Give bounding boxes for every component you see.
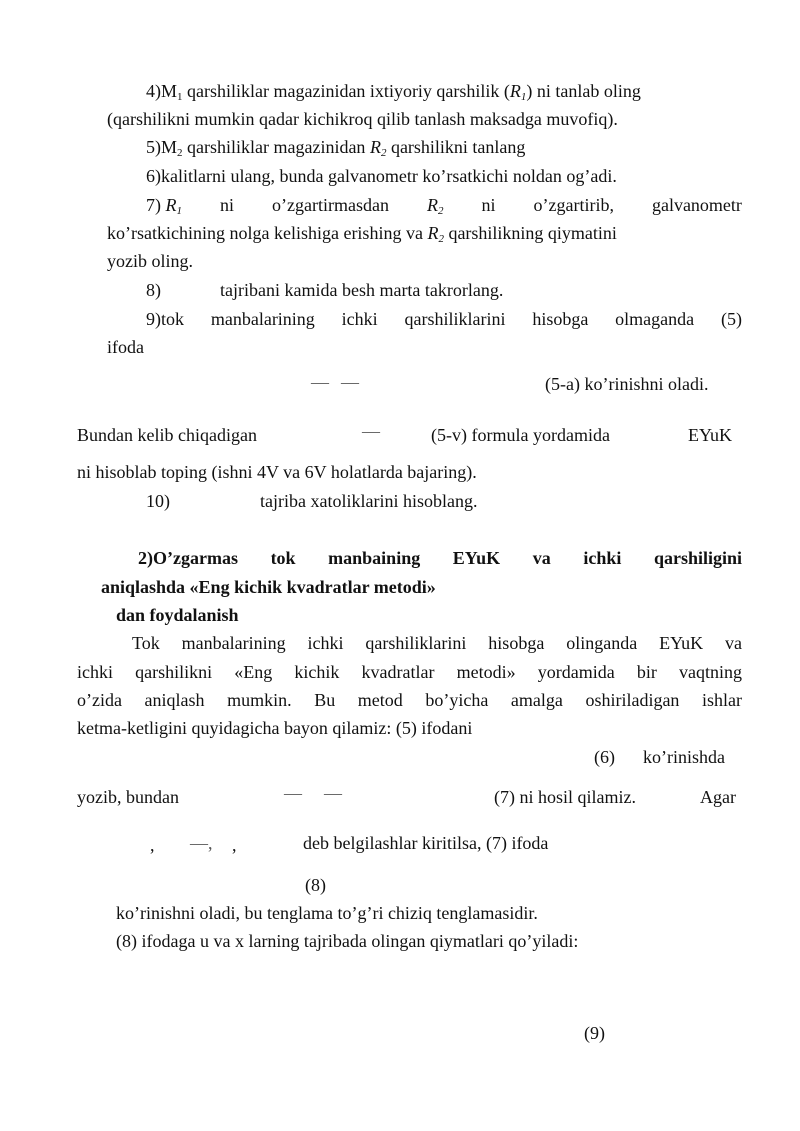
formula-7-dash-1: — [284, 783, 302, 803]
equation-8-number: (8) [305, 875, 326, 895]
section2-heading-line1: 2)O’zgarmas tok manbaining EYuK va ichki qarshiligini [138, 548, 742, 568]
after8-line2: (8) ifodaga u va x larning tajribada olingan qiymatlari qo’yiladi: [116, 931, 579, 951]
formula-7-dash-2: — [324, 783, 342, 803]
derive-text-a: Bundan kelib chiqadigan [77, 425, 257, 445]
para1-line1: Tok manbalarining ichki qarshiliklarini hisobga olinganda EYuK va [132, 633, 742, 653]
formula-5a-dash-2: — [341, 372, 359, 392]
step8-num: 8) [146, 280, 161, 300]
para1-line3: o’zida aniqlash mumkin. Bu metod bo’yicha amalga oshiriladigan ishlar [77, 690, 742, 710]
step5-line: $5)M_2$ qarshiliklar magazinidan $R_2$ qarshilikni tanlang [146, 137, 526, 159]
step7-line3: yozib oling. [107, 251, 193, 271]
step10-num: 10) [146, 491, 170, 511]
formula-5v-dash: — [362, 421, 380, 441]
notation-comma-1: , [150, 835, 155, 855]
notation-dash: —, [190, 833, 213, 853]
para1-line2: ichki qarshilikni «Eng kichik kvadratlar metodi» yordamida bir vaqtning [77, 662, 742, 682]
eq7-agar: Agar [700, 787, 736, 807]
equation-9-number: (9) [584, 1023, 605, 1043]
derive-line2: ni hisoblab toping (ishni 4V va 6V holatlarda bajaring). [77, 462, 477, 482]
formula-5a-caption: (5-a) ko’rinishni oladi. [545, 374, 709, 394]
notation-comma-2: , [232, 835, 237, 855]
derive-text-b: (5-v) formula yordamida [431, 425, 610, 445]
section2-heading-line3: dan foydalanish [116, 605, 239, 625]
step4-line2: (qarshilikni mumkin qadar kichikroq qilib tanlash maksadga muvofiq). [107, 109, 618, 129]
after8-line1: ko’rinishni oladi, bu tenglama to’g’ri chiziq tenglamasidir. [116, 903, 538, 923]
derive-text-c: EYuK [688, 425, 732, 445]
step7-line1: 7) $R_1$ ni o’zgartirmasdan $R_2$ ni o’zgartirib, galvanometr [146, 195, 742, 217]
step7-line2: ko’rsatkichining nolga kelishiga erishing va $R_2$ qarshilikning qiymatini [107, 223, 617, 245]
section2-heading-line2: aniqlashda «Eng kichik kvadratlar metodi» [101, 577, 436, 597]
equation-6-number: (6) [594, 747, 615, 767]
step9-line1: 9)tok manbalarining ichki qarshiliklarini hisobga olmaganda (5) [146, 309, 742, 329]
para1-line4: ketma-ketligini quyidagicha bayon qilamiz: (5) ifodani [77, 718, 473, 738]
step8-text: tajribani kamida besh marta takrorlang. [220, 280, 504, 300]
formula-5a-dash-1: — [311, 372, 329, 392]
step6-line: 6)kalitlarni ulang, bunda galvanometr ko’rsatkichi noldan og’adi. [146, 166, 617, 186]
eq7-caption: (7) ni hosil qilamiz. [494, 787, 636, 807]
step10-text: tajriba xatoliklarini hisoblang. [260, 491, 478, 511]
step9-line2: ifoda [107, 337, 144, 357]
equation-6-caption: ko’rinishda [643, 747, 725, 767]
eq7-text-a: yozib, bundan [77, 787, 179, 807]
notation-text: deb belgilashlar kiritilsa, (7) ifoda [303, 833, 549, 853]
step4-line1: $4)M_1$ qarshiliklar magazinidan ixtiyoriy qarshilik $(R_1)$ ni tanlab oling [146, 81, 641, 103]
